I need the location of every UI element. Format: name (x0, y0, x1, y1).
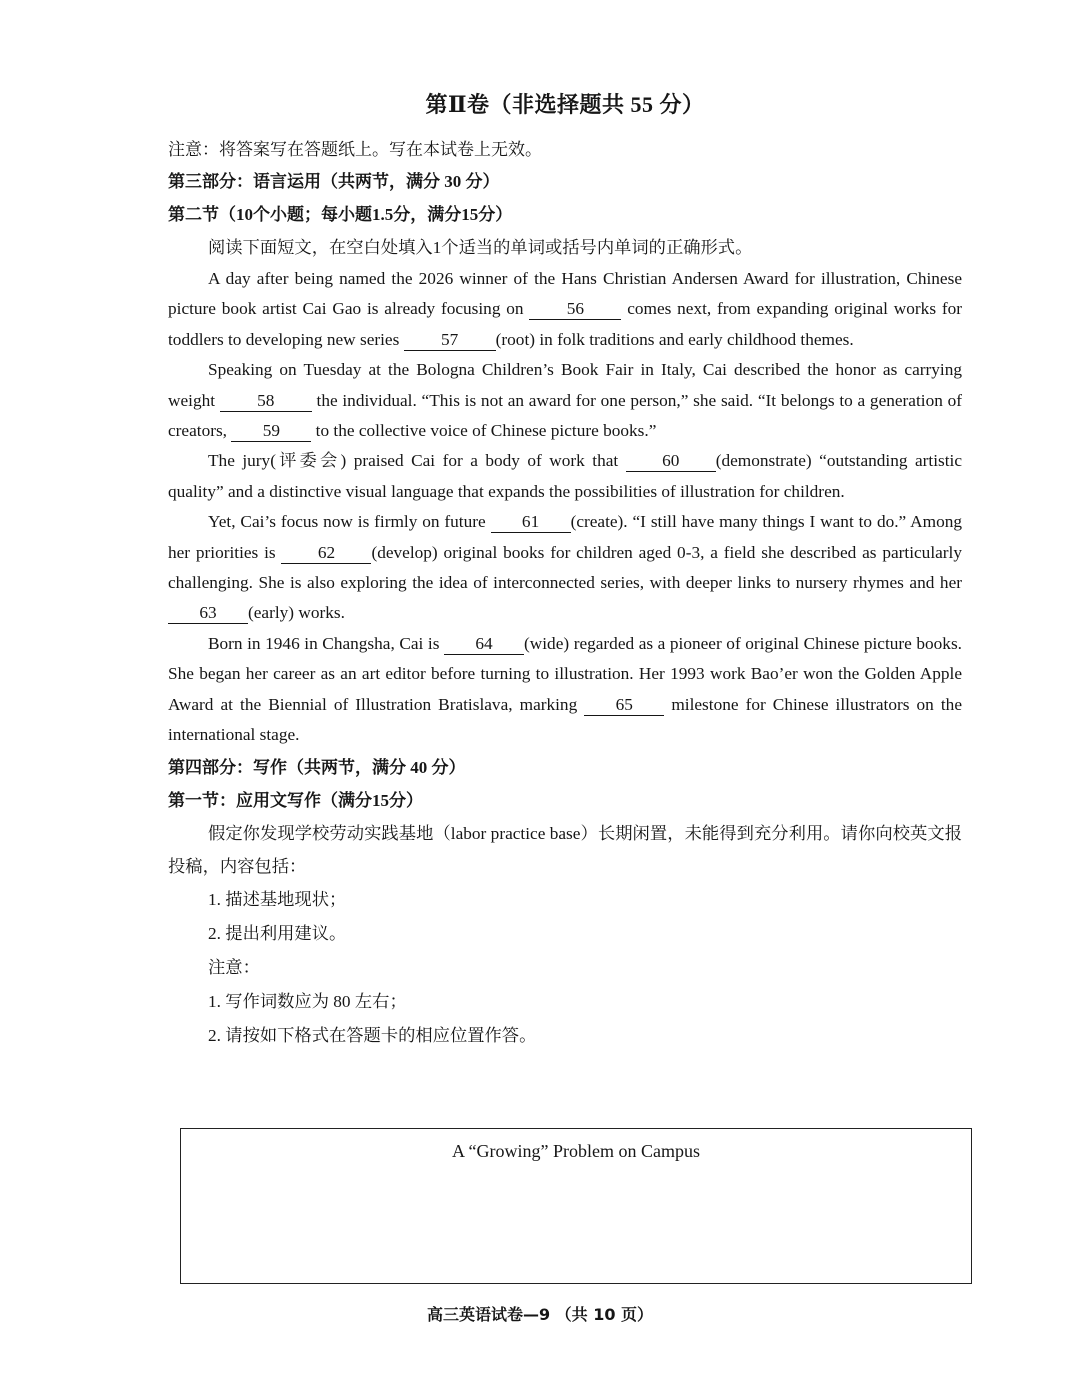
blank-60[interactable]: 60 (626, 451, 716, 472)
blank-56[interactable]: 56 (529, 299, 621, 320)
paragraph-5: Born in 1946 in Changsha, Cai is 64 (wide) regarded as a pioneer of original Chinese picture books. She began her career as an art editor before turning to illustration. Her 1993 work Bao’er won the Golden Apple Award at the Biennial of Illustration Bratislava, marking 65 milestone for Chinese illustrators on the international stage. (168, 633, 962, 745)
paragraph-4: Yet, Cai’s focus now is firmly on future 61 (create). “I still have many things I want to do.” Among her priorities is 62 (develop) original books for children aged 0-3, a field she described as particularly challenging. She is also exploring the idea of interconnected series, with deeper links to nursery rhymes and her 63 (early) works. (168, 512, 962, 623)
blank-57[interactable]: 57 (404, 330, 496, 351)
blank-58[interactable]: 58 (220, 391, 312, 412)
blank-65[interactable]: 65 (584, 695, 664, 716)
note-item: 1. 写作词数应为 80 左右； (208, 991, 407, 1011)
blank-61[interactable]: 61 (491, 512, 571, 533)
part3-heading: 第三部分：语言运用（共两节，满分 30 分） (168, 172, 500, 191)
note-item: 2. 请按如下格式在答题卡的相应位置作答。 (208, 1025, 537, 1045)
notice: 注意：将答案写在答题纸上。写在本试卷上无效。 (168, 140, 542, 160)
blank-64[interactable]: 64 (444, 634, 524, 655)
exam-page (168, 88, 962, 1053)
paper-title: 第Ⅱ卷（非选择题共 55 分） (425, 92, 705, 117)
blank-63[interactable]: 63 (168, 603, 248, 624)
section2-heading: 第二节（10个小题；每小题1.5分，满分15分） (168, 205, 513, 224)
paragraph-3: The jury(评委会) praised Cai for a body of work that 60 (demonstrate) “outstanding artistic quality” and a distinctive visual language that expands the possibilities of illustration for children. (168, 451, 962, 501)
content-item: 2. 提出利用建议。 (208, 923, 347, 943)
section1-heading: 第一节：应用文写作（满分15分） (168, 790, 423, 810)
paragraph-2: Speaking on Tuesday at the Bologna Children’s Book Fair in Italy, Cai described the honor as carrying weight 58 the individual. “This is not an award for one person,” she said. “It belongs to a generation of creators, 59 to the collective voice of Chinese picture books.” (168, 360, 962, 441)
instruction: 阅读下面短文，在空白处填入1个适当的单词或括号内单词的正确形式。 (208, 238, 753, 257)
page-footer: 高三英语试卷—9 （共 10 页） (426, 1305, 654, 1324)
paragraph-1: A day after being named the 2026 winner of the Hans Christian Andersen Award for illustration, Chinese picture book artist Cai Gao is already focusing on 56 comes next, from expanding original works for toddlers to developing new series 57 (root) in folk traditions and early childhood themes. (168, 269, 963, 349)
answer-box-title: A “Growing” Problem on Campus (452, 1141, 700, 1161)
answer-box[interactable] (180, 1128, 972, 1284)
part4-heading: 第四部分：写作（共两节，满分 40 分） (168, 757, 466, 777)
blank-62[interactable]: 62 (281, 543, 371, 564)
note-label: 注意： (208, 957, 260, 977)
writing-prompt: 假定你发现学校劳动实践基地（labor practice base）长期闲置，未能得到充分利用。请你向校英文报投稿，内容包括： (168, 823, 962, 876)
content-item: 1. 描述基地现状； (208, 889, 347, 909)
blank-59[interactable]: 59 (231, 421, 311, 442)
